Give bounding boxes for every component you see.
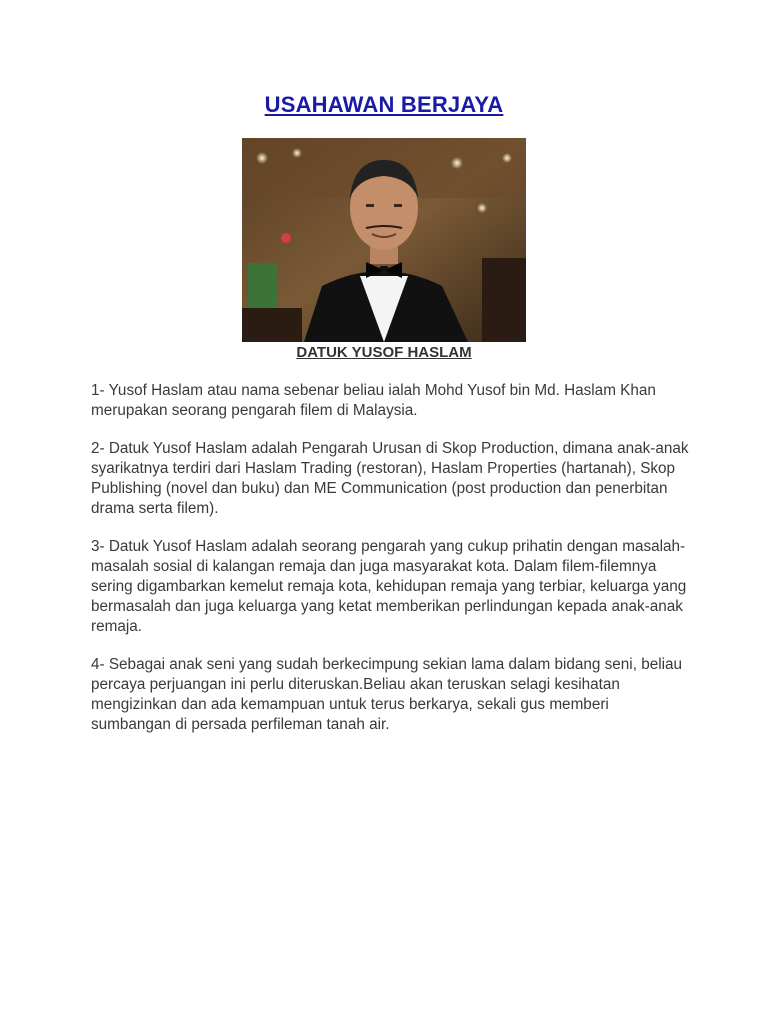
photo-caption: DATUK YUSOF HASLAM: [296, 344, 472, 361]
portrait-photo: [242, 138, 526, 342]
paragraph: 4- Sebagai anak seni yang sudah berkecimpung sekian lama dalam bidang seni, beliau percaya perjuangan ini perlu diteruskan.Beliau akan teruskan selagi kesihatan mengizinkan dan ada kemampuan untuk terus berkarya, sekali gus memberi sumbangan di persada perfileman tanah air.: [91, 656, 683, 733]
paragraph: 2- Datuk Yusof Haslam adalah Pengarah Urusan di Skop Production, dimana anak-anak syarikatnya terdiri dari Haslam Trading (restoran), Haslam Properties (hartanah), Skop Publishing (novel dan buku) dan ME Communication (post production dan penerbitan drama serta filem).: [91, 440, 689, 517]
paragraph: 3- Datuk Yusof Haslam adalah seorang pengarah yang cukup prihatin dengan masalah-masalah sosial di kalangan remaja dan juga masyarakat kota. Dalam filem-filemnya sering digambarkan kemelut remaja kota, kehidupan remaja yang terbiar, keluarga yang bermasalah dan juga keluarga yang ketat memberikan perlindungan kepada anak-anak remaja.: [91, 538, 687, 635]
page-title: USAHAWAN BERJAYA: [264, 92, 504, 117]
paragraph: 1- Yusof Haslam atau nama sebenar beliau ialah Mohd Yusof bin Md. Haslam Khan merupakan seorang pengarah filem di Malaysia.: [91, 382, 656, 419]
portrait-image: [242, 138, 526, 342]
article-body: [91, 381, 691, 753]
